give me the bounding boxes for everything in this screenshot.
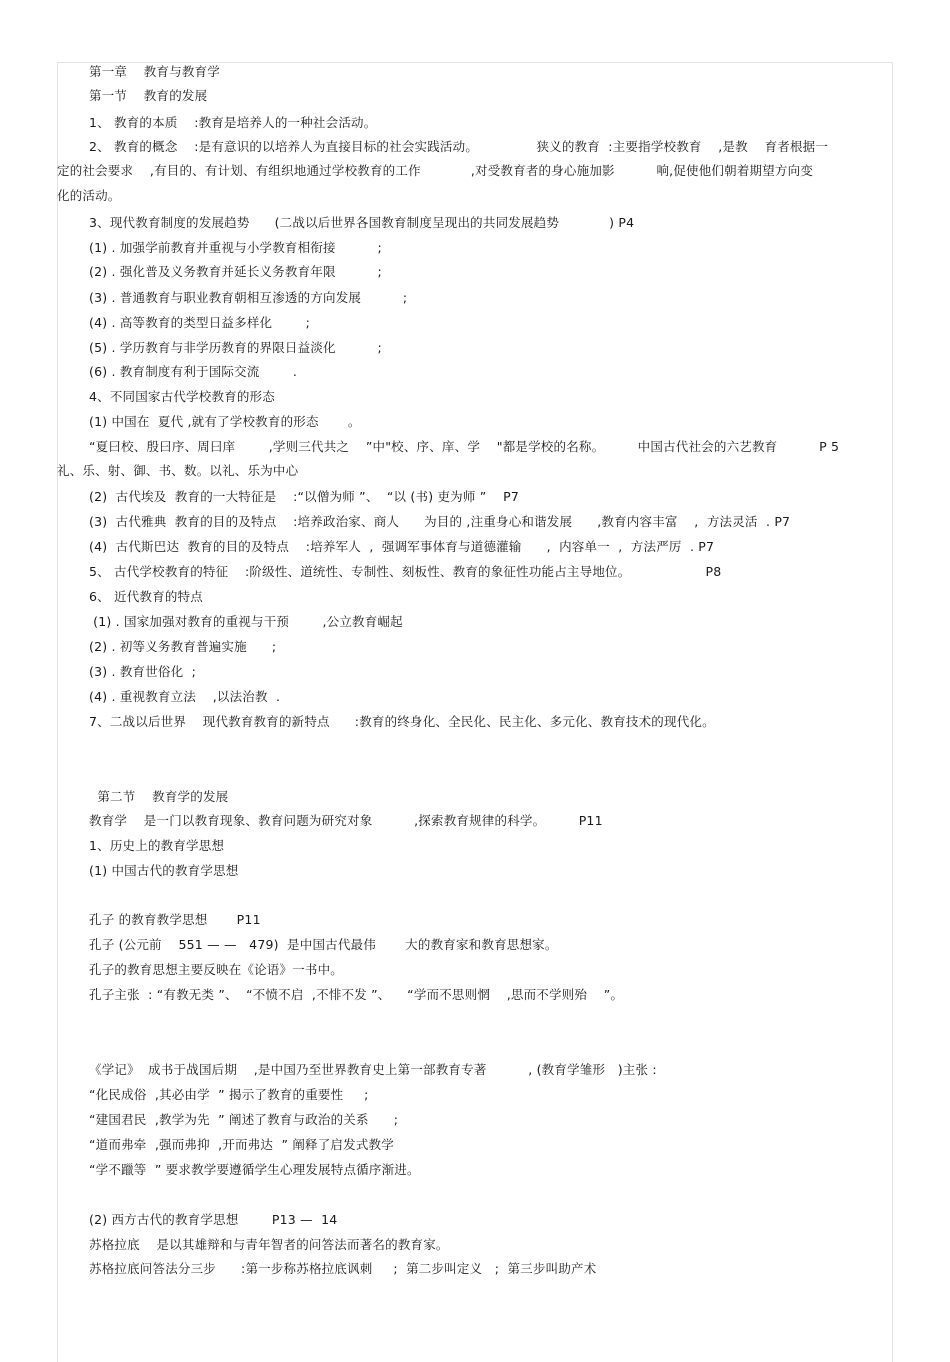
text-line: (2) . 强化普及义务教育并延长义务教育年限 ; bbox=[89, 264, 382, 279]
text-line: 《学记》 成书于战国后期 ,是中国乃至世界教育史上第一部教育专著 , (教育学雏形 )主张 : bbox=[89, 1062, 657, 1077]
text-line: “化民成俗 ,其必由学 ” 揭示了教育的重要性 ; bbox=[89, 1087, 369, 1102]
text-line: 1、 教育的本质 :教育是培养人的一种社会活动。 bbox=[89, 115, 377, 130]
text-line: 教育学 是一门以教育现象、教育问题为研究对象 ,探索教育规律的科学。 P11 bbox=[89, 813, 603, 828]
text-line: 孔子 (公元前 551 — — 479) 是中国古代最伟 大的教育家和教育思想家。 bbox=[89, 937, 558, 952]
text-line: 孔子的教育思想主要反映在《论语》一书中。 bbox=[89, 962, 344, 977]
section-title: 第一节 教育的发展 bbox=[89, 88, 208, 103]
text-line: “建国君民 ,教学为先 ” 阐述了教育与政治的关系 ; bbox=[89, 1112, 399, 1127]
text-line: 2、 教育的概念 :是有意识的以培养人为直接目标的社会实践活动。 狭义的教育 :主要指学校教育 ,是教 育者根据一 bbox=[89, 139, 829, 154]
text-line: 3、现代教育制度的发展趋势 (二战以后世界各国教育制度呈现出的共同发展趋势 ) P4 bbox=[89, 215, 635, 230]
text-line: 定的社会要求 ,有目的、有计划、有组织地通过学校教育的工作 ,对受教育者的身心施加影 响,促使他们朝着期望方向变 bbox=[57, 163, 814, 178]
text-line: 1、历史上的教育学思想 bbox=[89, 838, 225, 853]
text-line: (4) . 高等教育的类型日益多样化 ; bbox=[89, 315, 311, 330]
text-line: 7、二战以后世界 现代教育教育的新特点 :教育的终身化、全民化、民主化、多元化、教育技术的现代化。 bbox=[89, 714, 715, 729]
text-line: 孔子 的教育教学思想 P11 bbox=[89, 912, 261, 927]
text-line: (3) 古代雅典 教育的目的及特点 :培养政治家、商人 为目的 ,注重身心和谐发展 ,教育内容丰富 , 方法灵活 . P7 bbox=[89, 514, 791, 529]
text-line: “学不躐等 ” 要求教学要遵循学生心理发展特点循序渐进。 bbox=[89, 1162, 420, 1177]
text-line: 孔子主张 : “有教无类 ”、 “不愤不启 ,不悱不发 ”、 “学而不思则惘 ,思而不学则殆 ”。 bbox=[89, 987, 624, 1002]
text-line: 6、 近代教育的特点 bbox=[89, 589, 203, 604]
text-line: “夏曰校、殷曰序、周曰庠 ,学则三代共之 ”中"校、序、庠、学 "都是学校的名称。 中国古代社会的六艺教育 P 5 bbox=[89, 439, 840, 454]
text-line: (6) . 教育制度有利于国际交流 . bbox=[89, 364, 298, 379]
text-line: 4、不同国家古代学校教育的形态 bbox=[89, 389, 275, 404]
text-line: (1) 中国在 夏代 ,就有了学校教育的形态 。 bbox=[89, 414, 361, 429]
text-line: (2) 西方古代的教育学思想 P13 — 14 bbox=[89, 1212, 338, 1227]
chapter-title: 第一章 教育与教育学 bbox=[89, 64, 220, 79]
text-line: (4) . 重视教育立法 ,以法治教 . bbox=[89, 689, 281, 704]
text-line: (4) 古代斯巴达 教育的目的及特点 :培养军人 , 强调军事体育与道德灌输 , 内容单一 , 方法严厉 . P7 bbox=[89, 539, 715, 554]
text-line: (2) 古代埃及 教育的一大特征是 :“以僧为师 ”、 “以 (书) 吏为师 ” P7 bbox=[89, 489, 519, 504]
text-line: 化的活动。 bbox=[57, 188, 121, 203]
text-line: (3) . 普通教育与职业教育朝相互渗透的方向发展 ; bbox=[89, 290, 408, 305]
text-line: (1) . 加强学前教育并重视与小学教育相衔接 ; bbox=[89, 240, 382, 255]
text-line: 苏格拉底 是以其雄辩和与青年智者的问答法而著名的教育家。 bbox=[89, 1237, 449, 1252]
text-line: (5) . 学历教育与非学历教育的界限日益淡化 ; bbox=[89, 340, 382, 355]
text-line: (3) . 教育世俗化 ; bbox=[89, 664, 197, 679]
text-line: 苏格拉底问答法分三步 :第一步称苏格拉底讽刺 ; 第二步叫定义 ; 第三步叫助产术 bbox=[89, 1261, 597, 1276]
text-line: (2) . 初等义务教育普遍实施 ; bbox=[89, 639, 277, 654]
section-title: 第二节 教育学的发展 bbox=[89, 789, 229, 804]
text-line: 5、 古代学校教育的特征 :阶级性、道统性、专制性、刻板性、教育的象征性功能占主导地位。 P8 bbox=[89, 564, 722, 579]
text-line: (1) . 国家加强对教育的重视与干预 ,公立教育崛起 bbox=[89, 614, 403, 629]
text-line: “道而弗牵 ,强而弗抑 ,开而弗达 ” 阐释了启发式教学 bbox=[89, 1137, 394, 1152]
text-line: (1) 中国古代的教育学思想 bbox=[89, 863, 239, 878]
text-line: 礼、乐、射、御、书、数。以礼、乐为中心 bbox=[57, 463, 299, 478]
